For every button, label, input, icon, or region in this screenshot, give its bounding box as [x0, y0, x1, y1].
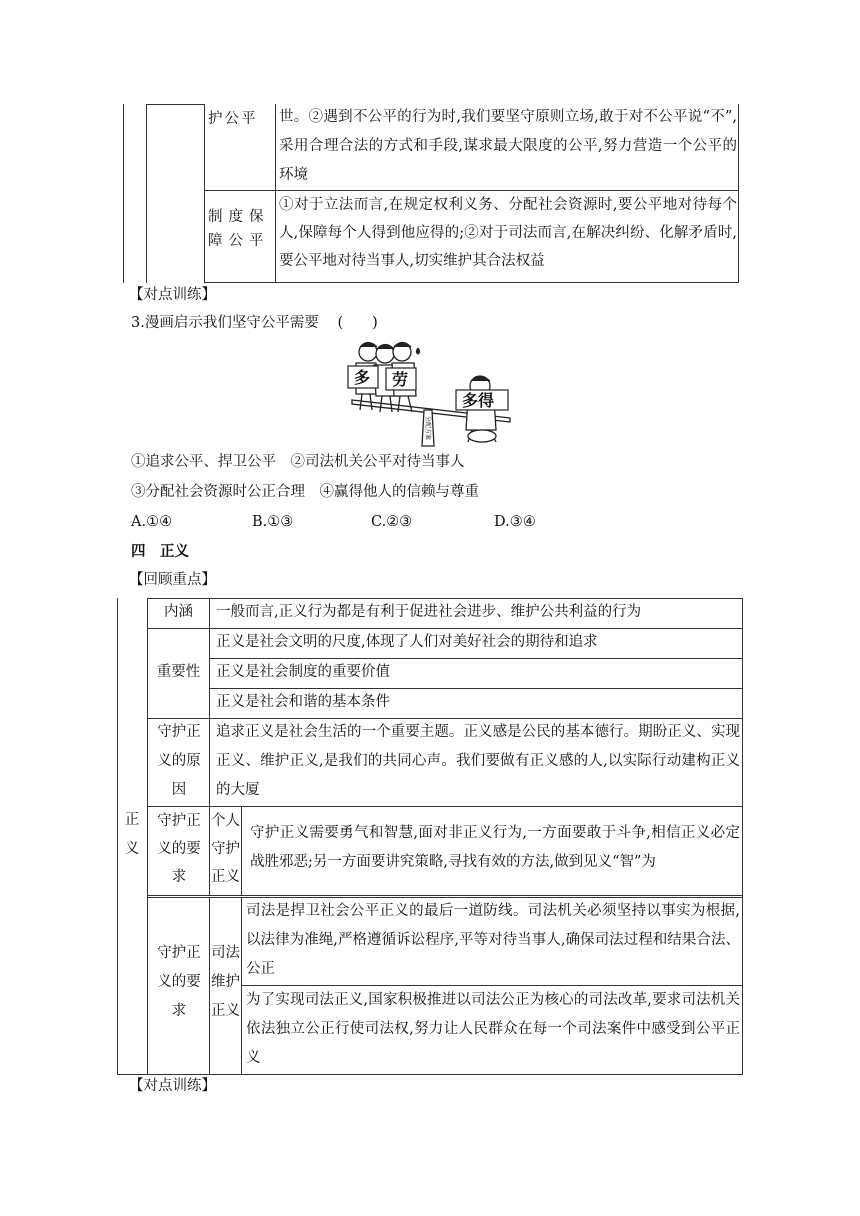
training-heading-1: 【对点训练】 — [129, 287, 216, 303]
question-3-options-line-1: ①追求公平、捍卫公平 ②司法机关公平对待当事人 — [131, 454, 465, 470]
importance-3: 正义是社会和谐的基本条件 — [216, 694, 390, 710]
reason-text: 追求正义是社会生活的一个重要主题。正义感是公民的基本德行。期盼正义、实现正义、维护正义,是我们的共同心声。我们要做有正义感的人,以实际行动建构正义的大厦 — [216, 724, 740, 798]
review-heading: 【回顾重点】 — [129, 572, 216, 588]
label-reason: 守护正义的原因 — [157, 724, 201, 798]
label-judicial: 司法维护正义 — [211, 945, 240, 1019]
personal-text: 守护正义需要勇气和智慧,面对非正义行为,一方面要敢于斗争,相信正义必定战胜邪恶;另一方面要讲究策略,寻找有效的方法,做到见义“智”为 — [250, 825, 740, 870]
answer-bracket: ( ) — [337, 315, 378, 331]
justice-main-label: 正义 — [124, 812, 140, 857]
section-4-title: 四 正义 — [131, 543, 189, 560]
cartoon-sign-duo: 多 — [354, 368, 371, 387]
cartoon-post-label: 分配方案 — [424, 416, 431, 441]
row-label-maintain-fairness: 护公平 — [208, 111, 258, 127]
connotation-text: 一般而言,正义行为都是有利于促进社会进步、维护公共利益的行为 — [216, 604, 642, 620]
choice-c: C.②③ — [371, 514, 413, 530]
cartoon-sign-lao: 劳 — [392, 370, 409, 389]
label-requirement-2: 守护正义的要求 — [157, 945, 201, 1019]
cartoon-image — [340, 338, 530, 448]
importance-1: 正义是社会文明的尺度,体现了人们对美好社会的期待和追求 — [216, 634, 598, 650]
question-3-options-line-2: ③分配社会资源时公正合理 ④赢得他人的信赖与尊重 — [131, 484, 479, 500]
row-label-system-guarantee: 制度保障公平 — [208, 209, 270, 249]
cartoon-sign-duode: 多得 — [462, 391, 495, 410]
judicial-text-2: 为了实现司法正义,国家积极推进以司法公正为核心的司法改革,要求司法机关依法独立公正行使司法权,努力让人民群众在每一个司法案件中感受到公平正义 — [246, 992, 740, 1066]
training-heading-2: 【对点训练】 — [129, 1078, 216, 1094]
question-3-text: 3.漫画启示我们坚守公平需要 — [131, 315, 319, 331]
choice-a: A.①④ — [131, 514, 173, 530]
choice-d: D.③④ — [494, 514, 536, 530]
label-requirement-1: 守护正义的要求 — [157, 813, 201, 885]
row-content-maintain-fairness: 世。②遇到不公平的行为时,我们要坚守原则立场,敢于对不公平说“不”,采用合理合法的方式和手段,谋求最大限度的公平,努力营造一个公平的环境 — [279, 109, 737, 183]
judicial-text-1: 司法是捍卫社会公平正义的最后一道防线。司法机关必须坚持以事实为根据,以法律为准绳,严格遵循诉讼程序,平等对待当事人,确保司法过程和结果合法、公正 — [246, 903, 740, 977]
label-connotation: 内涵 — [164, 604, 193, 620]
choice-b: B.①③ — [252, 514, 294, 530]
label-personal: 个人守护正义 — [211, 813, 240, 885]
importance-2: 正义是社会制度的重要价值 — [216, 664, 390, 680]
row-content-system-guarantee: ①对于立法而言,在规定权利义务、分配社会资源时,要公平地对待每个人,保障每个人得到他应得的;②对于司法而言,在解决纠纷、化解矛盾时,要公平地对待当事人,切实维护其合法权益 — [279, 197, 737, 269]
question-3-stem — [131, 313, 378, 333]
label-importance: 重要性 — [156, 664, 201, 680]
